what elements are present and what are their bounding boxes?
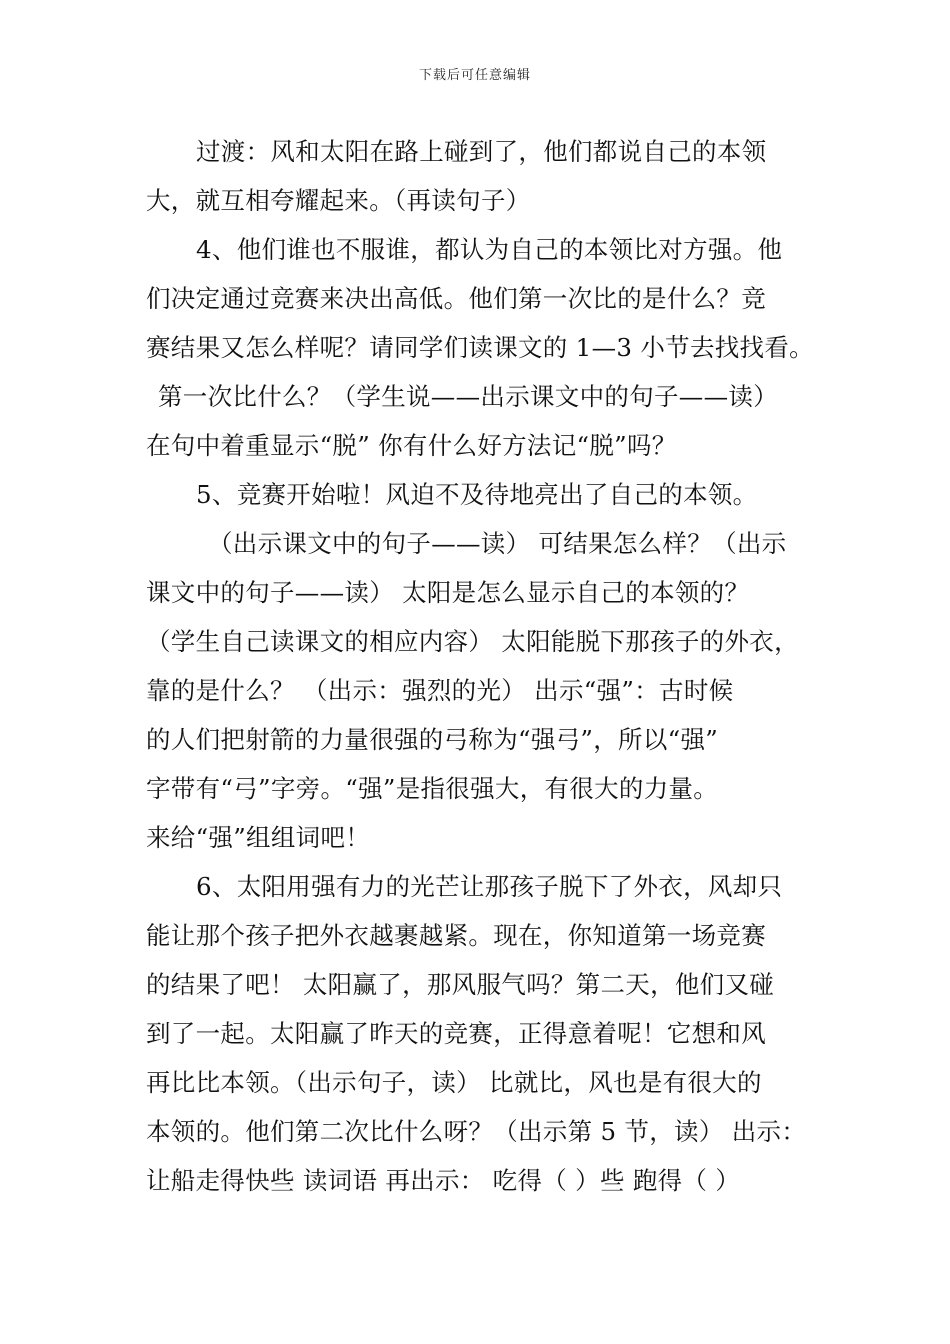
paragraph-line: 字带有“弓”字旁。“强”是指很强大，有很大的力量。 — [146, 774, 719, 803]
paragraph-line: 再比比本领。（出示句子，读） 比就比，风也是有很大的 — [146, 1068, 762, 1097]
page-header: 下载后可任意编辑 — [418, 68, 531, 83]
paragraph-line: 来给“强”组组词吧！ — [146, 823, 371, 852]
paragraph-line: 到了一起。太阳赢了昨天的竞赛，正得意着呢！它想和风 — [146, 1019, 766, 1048]
document-body — [146, 127, 826, 1205]
paragraph-line: 4、他们谁也不服谁，都认为自己的本领比对方强。他 — [196, 235, 783, 264]
paragraph-line: 过渡：风和太阳在路上碰到了，他们都说自己的本领 — [196, 137, 767, 166]
paragraph-line: 课文中的句子——读） 太阳是怎么显示自己的本领的？ — [146, 578, 750, 607]
paragraph-line: 5、竞赛开始啦！风迫不及待地亮出了自己的本领。 — [196, 480, 758, 509]
paragraph-line: 靠的是什么？ （出示：强烈的光） 出示“强”：古时候 — [146, 676, 734, 705]
paragraph-line: 6、太阳用强有力的光芒让那孩子脱下了外衣，风却只 — [196, 872, 783, 901]
paragraph-line: 的人们把射箭的力量很强的弓称为“强弓”，所以“强” — [146, 725, 719, 754]
paragraph-line: 们决定通过竞赛来决出高低。他们第一次比的是什么？竞 — [146, 284, 766, 313]
paragraph-line: 让船走得快些 读词语 再出示： 吃得（ ）些 跑得（ ） — [146, 1166, 741, 1195]
paragraph-line: 能让那个孩子把外衣越裹越紧。现在，你知道第一场竞赛 — [146, 921, 766, 950]
paragraph-line: 赛结果又怎么样呢？请同学们读课文的 1—3 小节去找找看。 — [146, 333, 814, 362]
paragraph-line: （出示课文中的句子——读） 可结果怎么样？（出示 — [208, 529, 787, 558]
paragraph-line: 第一次比什么？（学生说——出示课文中的句子——读） — [158, 382, 778, 411]
paragraph-line: 本领的。他们第二次比什么呀？（出示第 5 节，读） 出示： — [146, 1117, 807, 1146]
paragraph-line: （学生自己读课文的相应内容） 太阳能脱下那孩子的外衣， — [146, 627, 799, 656]
paragraph-line: 的结果了吧！ 太阳赢了，那风服气吗？第二天，他们又碰 — [146, 970, 775, 999]
paragraph-line: 大，就互相夸耀起来。（再读句子） — [146, 186, 531, 215]
paragraph-line: 在句中着重显示“脱” 你有什么好方法记“脱”吗？ — [146, 431, 677, 460]
